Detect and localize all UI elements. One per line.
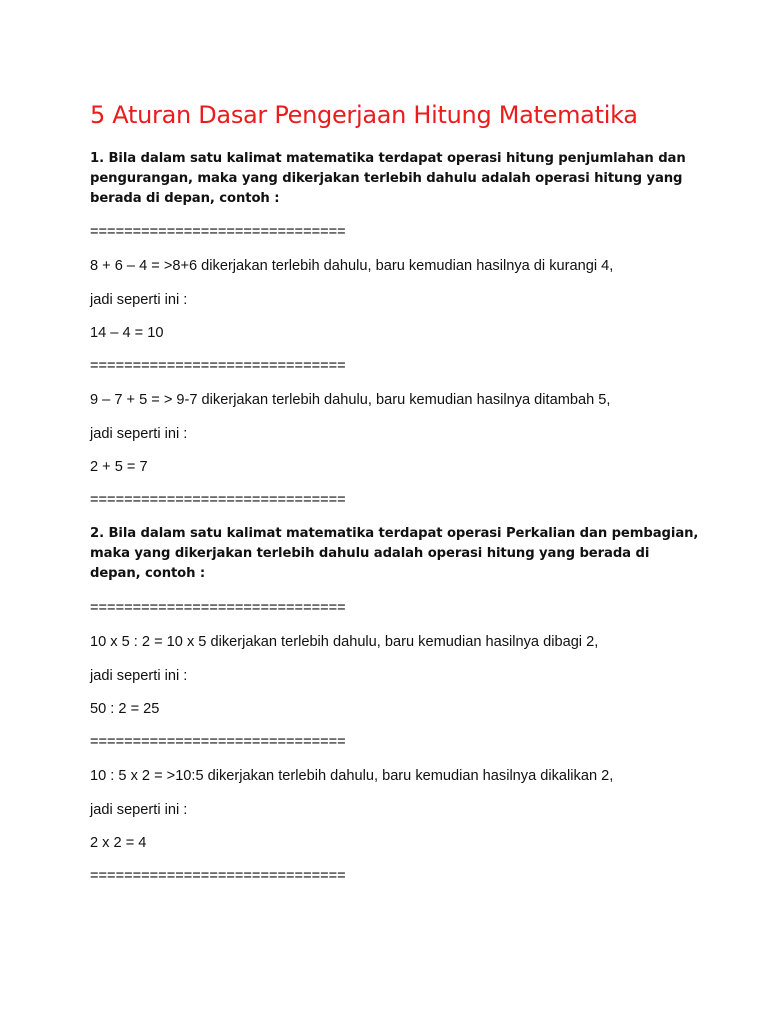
rule-1-example-1-intro: jadi seperti ini : [90,292,188,308]
rule-1-example-1: 8 + 6 – 4 = >8+6 dikerjakan terlebih dahulu, baru kemudian hasilnya di kurangi 4, [90,258,614,274]
rule-1-separator-3: ============================== [90,492,346,508]
rule-1-heading-line-3: berada di depan, contoh : [90,191,280,206]
rule-2-example-2-result: 2 x 2 = 4 [90,835,147,851]
rule-2-separator-2: ============================== [90,734,346,750]
rule-1-example-2: 9 – 7 + 5 = > 9-7 dikerjakan terlebih dahulu, baru kemudian hasilnya ditambah 5, [90,392,611,408]
rule-2-heading-line-3: depan, contoh : [90,566,206,581]
rule-1-example-2-intro: jadi seperti ini : [90,426,188,442]
rule-1-heading-line-1: 1. Bila dalam satu kalimat matematika terdapat operasi hitung penjumlahan dan [90,151,686,166]
page-title: 5 Aturan Dasar Pengerjaan Hitung Matematika [90,101,638,129]
rule-1-separator-1: ============================== [90,224,346,240]
rule-1-example-1-result: 14 – 4 = 10 [90,325,164,341]
rule-2-example-1-result: 50 : 2 = 25 [90,701,160,717]
rule-2-separator-3: ============================== [90,868,346,884]
rule-1-heading-line-2: pengurangan, maka yang dikerjakan terlebih dahulu adalah operasi hitung yang [90,171,683,186]
rule-2-example-2-intro: jadi seperti ini : [90,802,188,818]
rule-1-separator-2: ============================== [90,358,346,374]
rule-2-heading-line-2: maka yang dikerjakan terlebih dahulu adalah operasi hitung yang berada di [90,546,650,561]
rule-2-separator-1: ============================== [90,600,346,616]
rule-2-example-1-intro: jadi seperti ini : [90,668,188,684]
rule-2-heading-line-1: 2. Bila dalam satu kalimat matematika terdapat operasi Perkalian dan pembagian, [90,526,699,541]
rule-2-example-2: 10 : 5 x 2 = >10:5 dikerjakan terlebih dahulu, baru kemudian hasilnya dikalikan 2, [90,768,614,784]
rule-1-example-2-result: 2 + 5 = 7 [90,459,148,475]
rule-2-example-1: 10 x 5 : 2 = 10 x 5 dikerjakan terlebih dahulu, baru kemudian hasilnya dibagi 2, [90,634,599,650]
